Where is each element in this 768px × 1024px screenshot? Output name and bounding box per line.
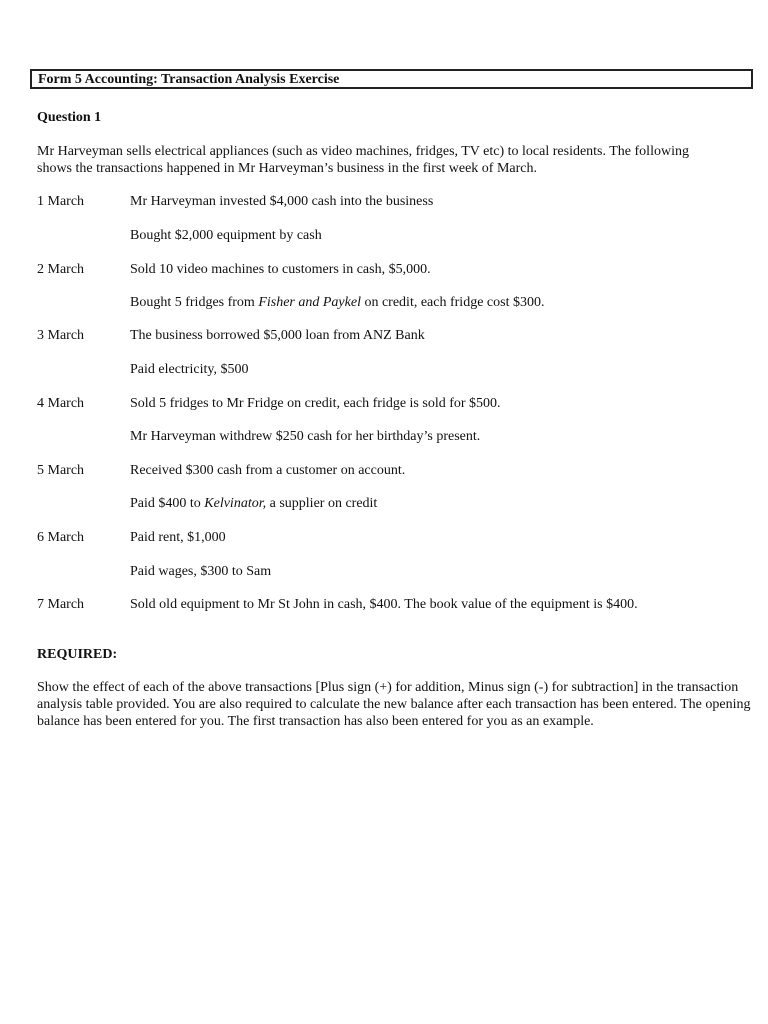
transaction-text: Sold 5 fridges to Mr Fridge on credit, each fridge is sold for $500.	[130, 396, 501, 411]
transaction-text: Paid electricity, $500	[130, 362, 249, 377]
page-title: Form 5 Accounting: Transaction Analysis Exercise	[30, 69, 753, 89]
transaction-text-after: on credit, each fridge cost $300.	[360, 295, 545, 310]
intro-paragraph: Mr Harveyman sells electrical appliances (such as video machines, fridges, TV etc) to local residents. The following shows the transactions happened in Mr Harveyman’s business in the first week of March.	[37, 144, 689, 176]
transaction-text-before: Paid $400 to	[130, 496, 205, 511]
transaction-text: Bought $2,000 equipment by cash	[130, 228, 322, 243]
transaction-date: 4 March	[37, 396, 85, 411]
transaction-text-before: Bought 5 fridges from	[130, 295, 259, 310]
supplier-name: Fisher and Paykel	[258, 295, 361, 310]
transaction-date: 5 March	[37, 463, 85, 478]
instruction-paragraph: Show the effect of each of the above transactions [Plus sign (+) for addition, Minus sign (-) for subtraction] in the transaction analysis table provided. You are also required to calculate the new balance after each transaction has been entered. The opening balance has been entered for you. The first transaction has also been entered for you as an example.	[37, 680, 751, 729]
transaction-text: Received $300 cash from a customer on account.	[130, 463, 406, 478]
supplier-name: Kelvinator,	[204, 496, 267, 511]
transaction-text-after: a supplier on credit	[266, 496, 378, 511]
transaction-text: Mr Harveyman withdrew $250 cash for her birthday’s present.	[130, 429, 481, 444]
transaction-text	[130, 495, 377, 512]
transaction-text: Mr Harveyman invested $4,000 cash into the business	[130, 194, 434, 209]
transaction-text: Paid rent, $1,000	[130, 530, 226, 545]
required-heading: REQUIRED:	[37, 647, 118, 662]
transaction-date: 2 March	[37, 262, 85, 277]
transaction-text: Sold old equipment to Mr St John in cash, $400. The book value of the equipment is $400.	[130, 597, 638, 612]
transaction-text: Sold 10 video machines to customers in cash, $5,000.	[130, 262, 431, 277]
question-heading: Question 1	[37, 110, 102, 125]
transaction-date: 1 March	[37, 194, 85, 209]
transaction-text	[130, 294, 544, 311]
transaction-text: Paid wages, $300 to Sam	[130, 564, 272, 579]
transaction-date: 6 March	[37, 530, 85, 545]
transaction-date: 7 March	[37, 597, 85, 612]
transaction-date: 3 March	[37, 328, 85, 343]
transaction-text: The business borrowed $5,000 loan from ANZ Bank	[130, 328, 425, 343]
